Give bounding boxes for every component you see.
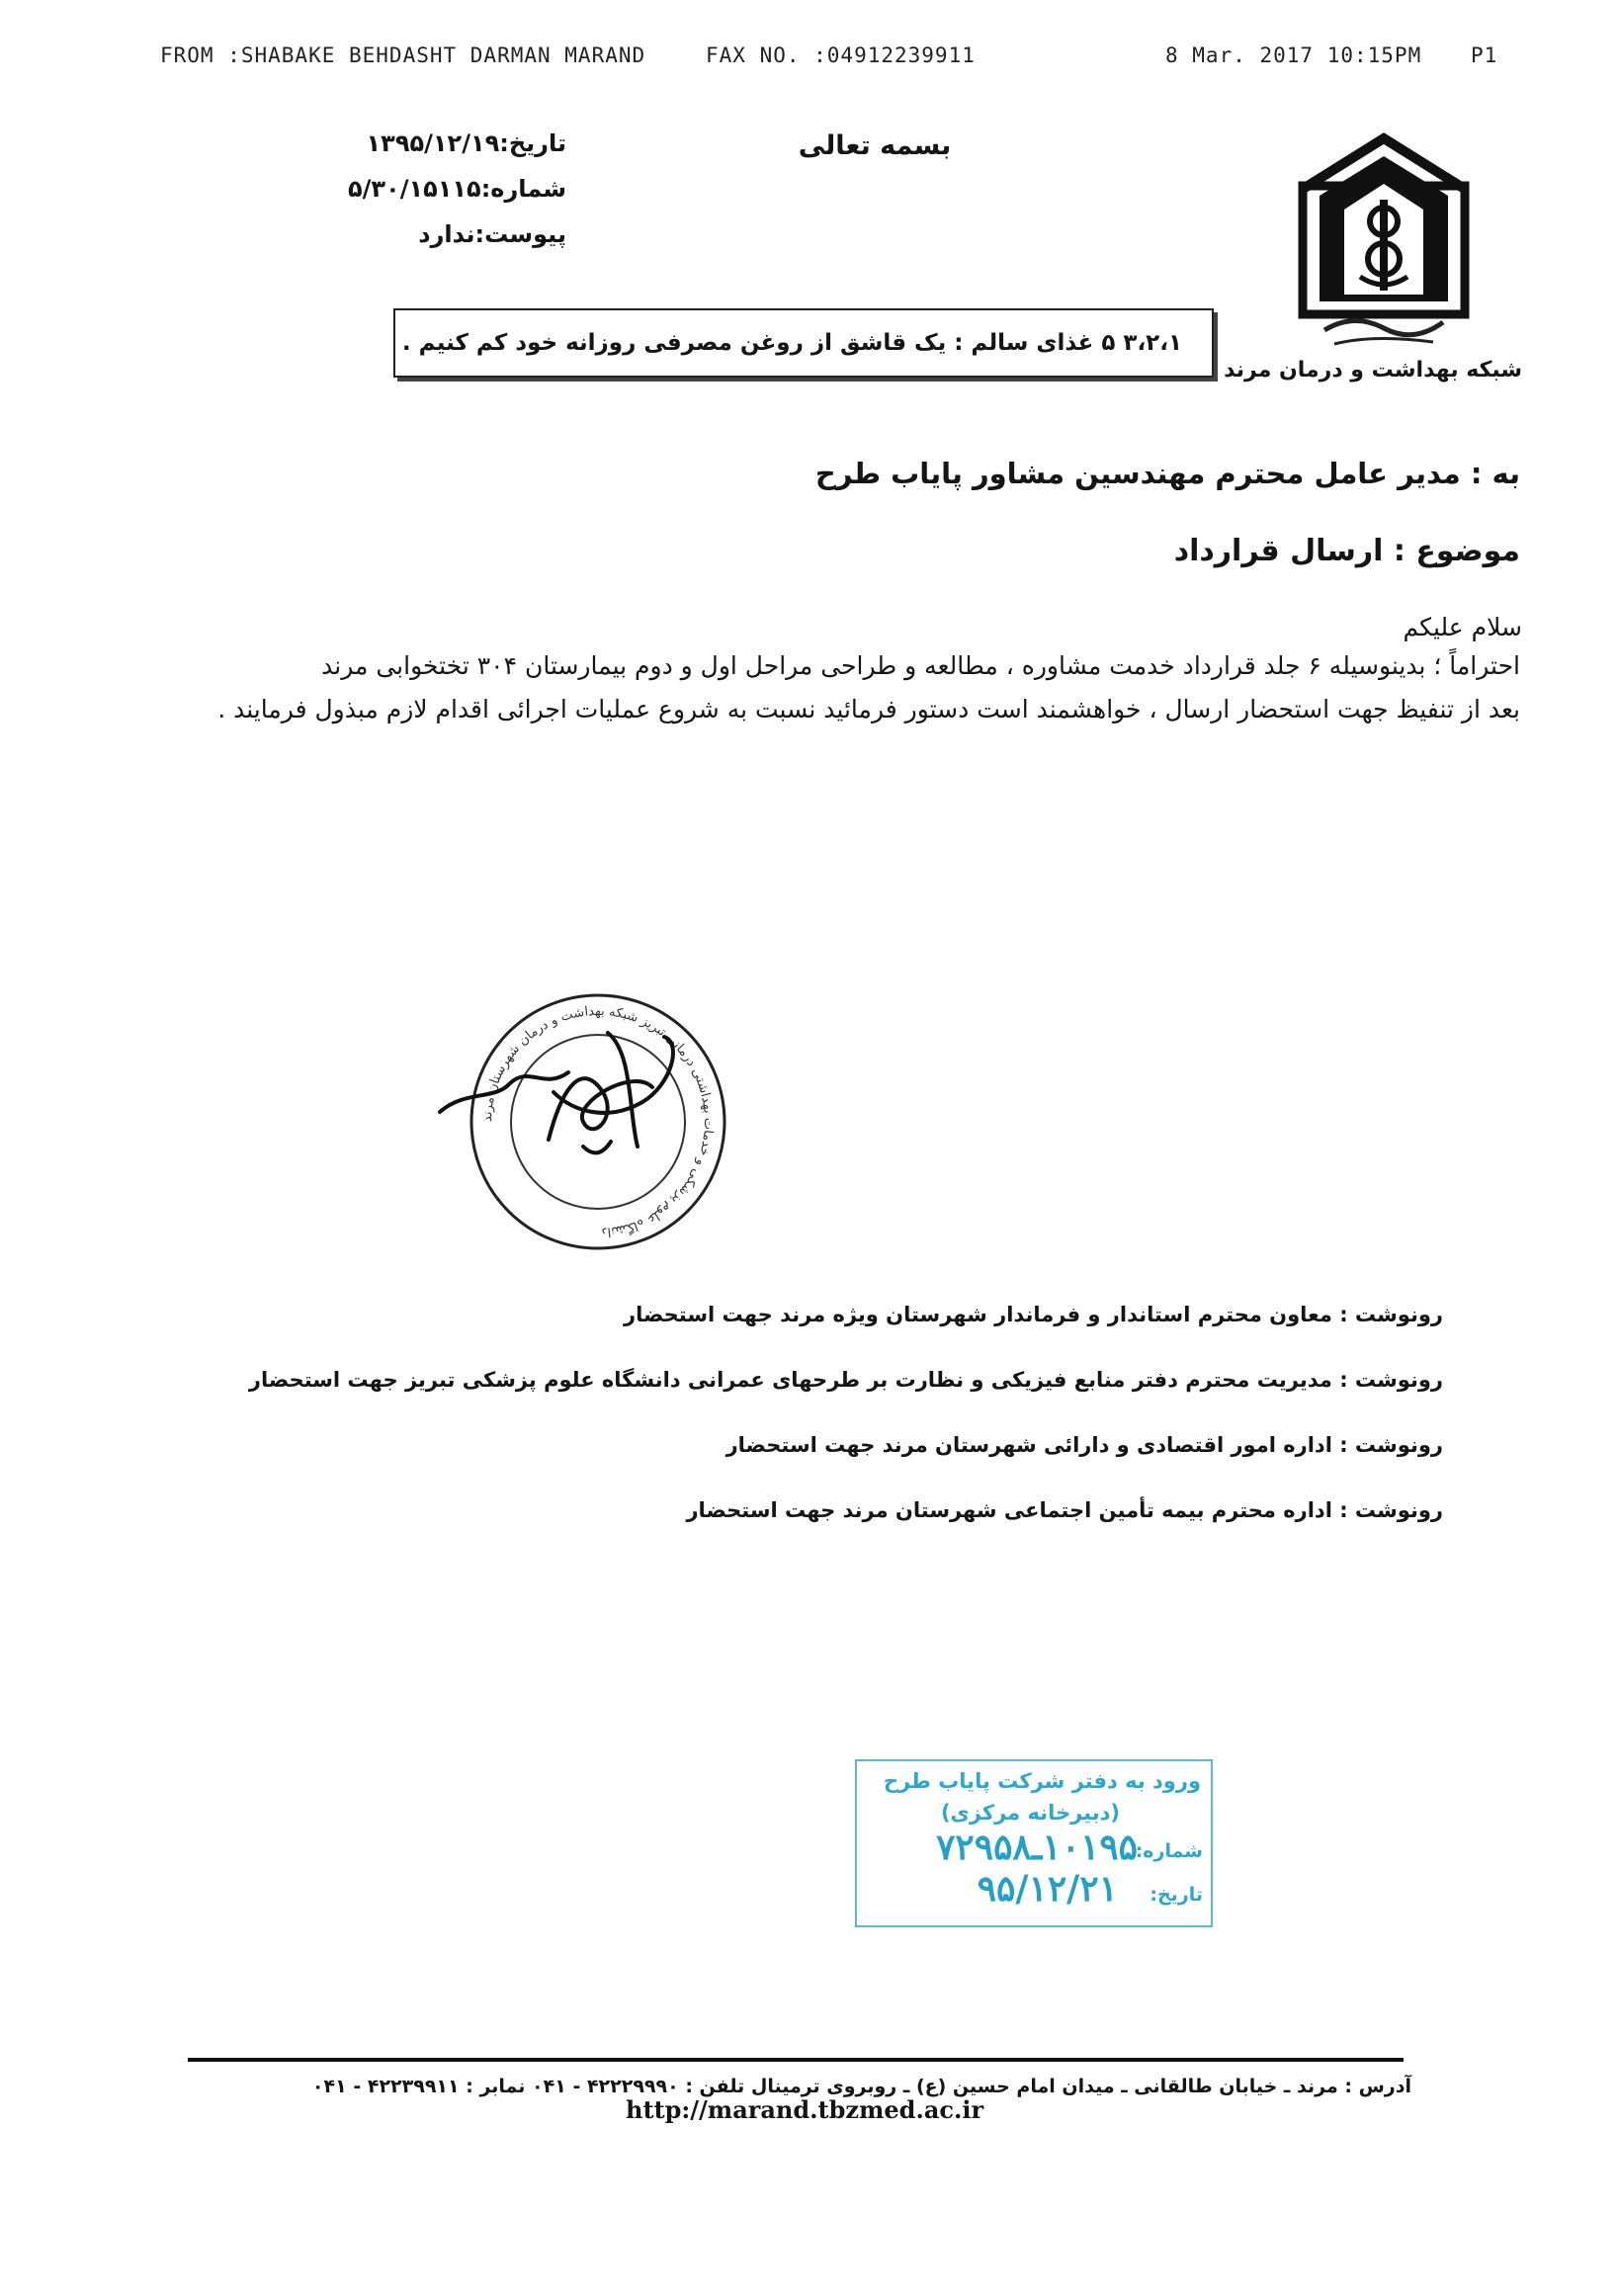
fax-page: P1 — [1471, 43, 1498, 67]
basmala: بسمه تعالی — [798, 130, 952, 161]
official-seal-icon — [435, 974, 751, 1270]
svg-text:دانشگاه علوم پزشکی و خدمات بهد — [480, 1004, 716, 1239]
university-emblem-icon — [1285, 119, 1483, 356]
fax-datetime: 8 Mar. 2017 10:15PM — [1165, 43, 1422, 67]
footer-divider — [188, 2058, 1404, 2062]
seal-ring-text: دانشگاه علوم پزشکی و خدمات بهداشتی درمانی تبریز شبکه بهداشت و درمان شهرستان مرند — [479, 1003, 717, 1239]
subject-line: موضوع : ارسال قرارداد — [1173, 534, 1520, 568]
cc-line: رونوشت : اداره امور اقتصادی و دارائی شهرستان مرند جهت استحضار — [725, 1433, 1443, 1457]
letter-number: شماره:۵/۳۰/۱۵۱۱۵ — [347, 175, 566, 203]
slogan-box — [393, 308, 1214, 378]
cc-line: رونوشت : معاون محترم استاندار و فرماندار شهرستان ویژه مرند جهت استحضار — [624, 1303, 1443, 1326]
fax-header — [160, 43, 1504, 73]
letter-meta — [270, 121, 566, 257]
receipt-number-value: ۱۰۱۹۵ـ۷۲۹۵۸ — [936, 1827, 1138, 1868]
receipt-title: ورود به دفتر شرکت پایاب طرح — [883, 1769, 1201, 1793]
receipt-date-value: ۹۵/۱۲/۲۱ — [977, 1868, 1118, 1910]
body-line: احتراماً ؛ بدینوسیله ۶ جلد قرارداد خدمت مشاوره ، مطالعه و طراحی مراحل اول و دوم بیمارستان ۳۰۴ تختخوابی مرند — [321, 651, 1520, 680]
fax-from: FROM :SHABAKE BEHDASHT DARMAN MARAND — [160, 43, 646, 67]
letter-date: تاریخ:۱۳۹۵/۱۲/۱۹ — [366, 129, 566, 157]
greeting: سلام علیکم — [1403, 613, 1522, 641]
receipt-stamp — [855, 1759, 1213, 1927]
footer-website: http://marand.tbzmed.ac.ir — [626, 2095, 984, 2124]
receipt-date-label: تاریخ: — [1150, 1884, 1203, 1906]
organization-name: شبکه بهداشت و درمان مرند — [1224, 358, 1522, 383]
fax-number: FAX NO. :04912239911 — [706, 43, 976, 67]
footer-address: آدرس : مرند ـ خیابان طالقانی ـ میدان امام حسین (ع) ـ روبروی ترمینال تلفن : ۴۲۲۲۹۹۹۰ - ۰۴۱ نمابر : ۴۲۲۳۹۹۱۱ - ۰۴۱ — [311, 2076, 1411, 2097]
recipient-line: به : مدیر عامل محترم مهندسین مشاور پایاب طرح — [814, 457, 1520, 490]
letter-attachment: پیوست:ندارد — [418, 220, 566, 248]
receipt-number-label: شماره: — [1135, 1840, 1203, 1862]
slogan-text: ۳،۲،۱ ۵ غذای سالم : یک قاشق از روغن مصرفی روزانه خود کم کنیم . — [401, 330, 1182, 356]
cc-line: رونوشت : مدیریت محترم دفتر منابع فیزیکی و نظارت بر طرحهای عمرانی دانشگاه علوم پزشکی تبریز جهت استحضار — [248, 1368, 1443, 1392]
letter-body — [156, 644, 1520, 731]
cc-line: رونوشت : اداره محترم بیمه تأمین اجتماعی شهرستان مرند جهت استحضار — [686, 1498, 1443, 1522]
receipt-subtitle: (دبیرخانه مرکزی) — [940, 1801, 1120, 1825]
body-line: بعد از تنفیظ جهت استحضار ارسال ، خواهشمند است دستور فرمائید نسبت به شروع عملیات اجرائی اقدام لازم مبذول فرمایند . — [217, 695, 1520, 723]
